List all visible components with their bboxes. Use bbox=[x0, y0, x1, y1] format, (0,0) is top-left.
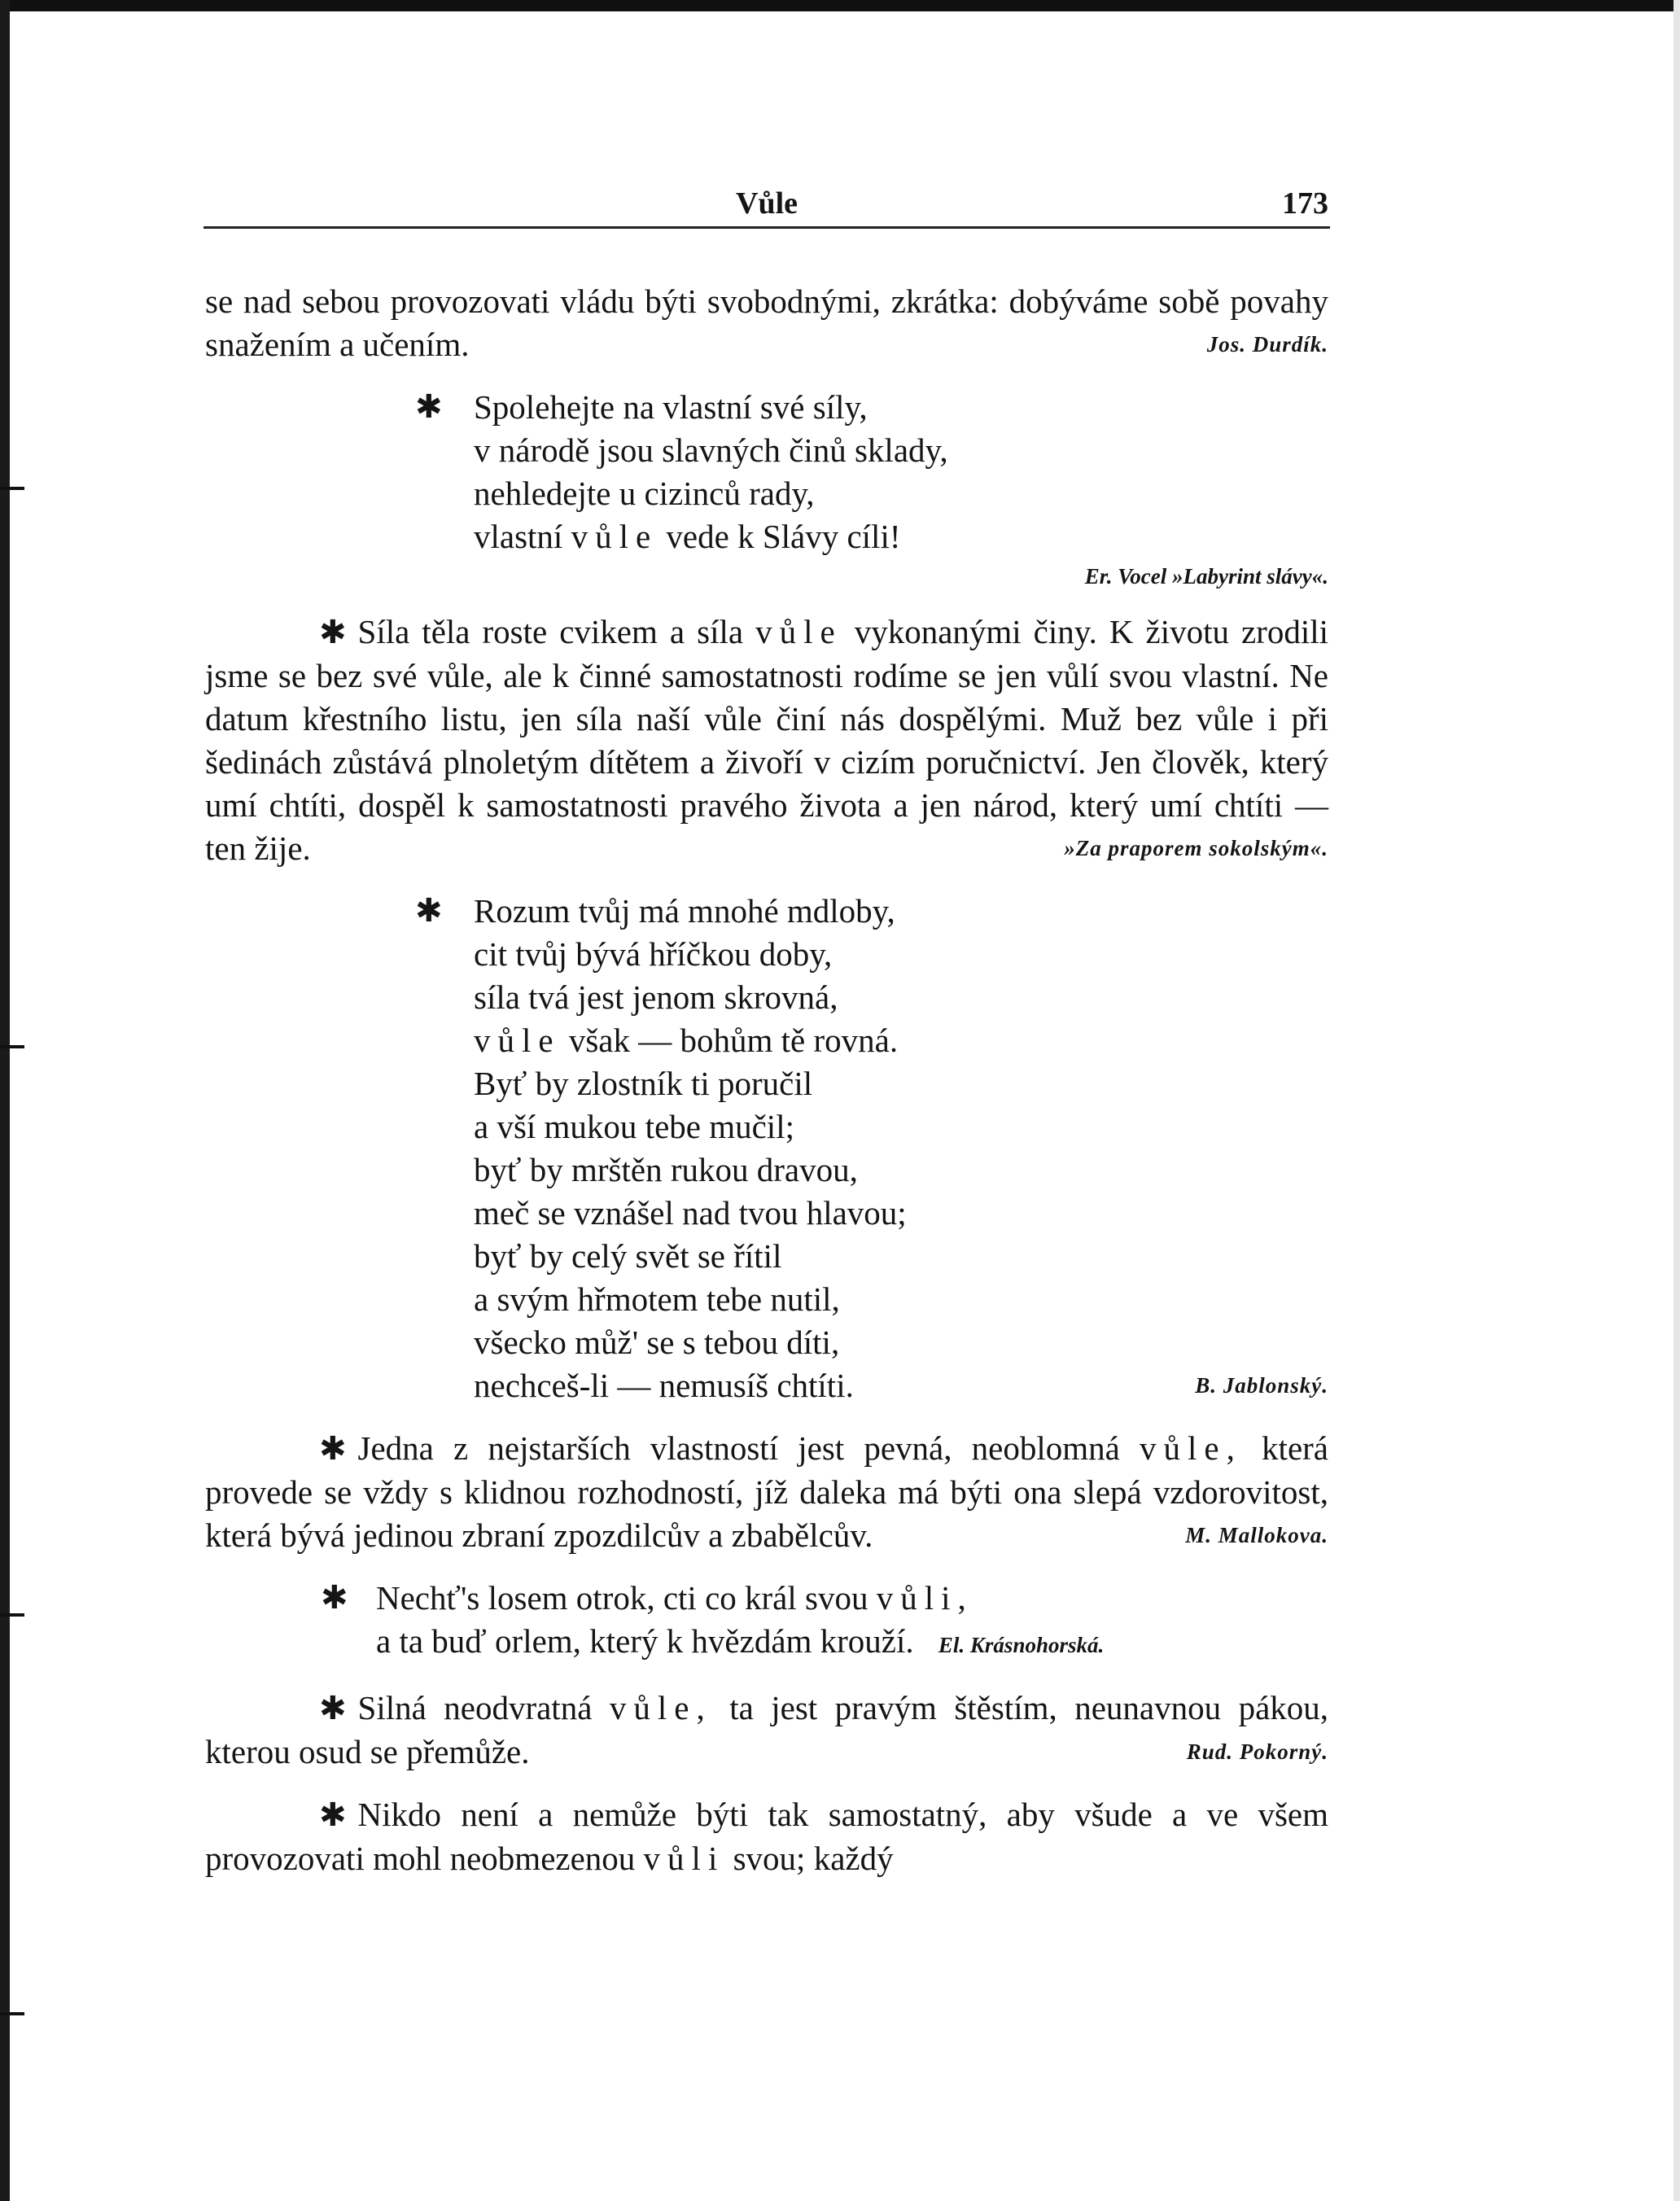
paragraph-text: ta jest pravým štěstím, neunavnou pákou, kterou osud se přemůže. bbox=[205, 1689, 1329, 1770]
emphasized-word: vůli, bbox=[876, 1579, 973, 1617]
verse-fragment: a ta buď orlem, který k hvězdám krouží. bbox=[376, 1622, 914, 1660]
paragraph bbox=[205, 280, 1328, 366]
paragraph-text: vykonanými činy. K životu zrodili jsme se bez své vůle, ale k činné samostatnosti rodíme se jen vůlí svou vlastní. Ne datum křestního listu, jen síla naší vůle činí nás dospělými. Muž bez vůle i při šedinách zůstává plnoletým dítětem a živoří v cizím poručnictví. Jen člověk, který umí chtíti, dospěl k samostatnosti pravého života a jen národ, který umí chtíti — ten žije. bbox=[205, 613, 1329, 867]
verse-line: meč se vznášel nad tvou hlavou; bbox=[474, 1194, 907, 1232]
paragraph-text: která provede se vždy s klidnou rozhodností, jíž daleka má býti ona slepá vzdorovitost, která bývá jedinou zbraní zpozdilcův a zbabělcův. bbox=[205, 1429, 1328, 1554]
verse-line bbox=[474, 1364, 1328, 1407]
verse-line: Spolehejte na vlastní své síly, bbox=[474, 388, 868, 426]
asterisk-icon: ✱ bbox=[415, 892, 443, 930]
author-attribution: »Za praporem sokolským«. bbox=[1064, 836, 1328, 860]
paragraph-text: Nikdo není a nemůže býti tak samostatný, aby všude a ve všem provozovati mohl neobmezenou bbox=[205, 1796, 1328, 1877]
verse-line: Rozum tvůj má mnohé mdloby, bbox=[474, 892, 895, 930]
asterisk-icon: ✱ bbox=[319, 1796, 347, 1834]
verse-fragment: Nechť's losem otrok, cti co král svou bbox=[376, 1579, 868, 1617]
verse-block bbox=[205, 1577, 1328, 1667]
asterisk-icon: ✱ bbox=[415, 388, 443, 426]
asterisk-icon: ✱ bbox=[321, 1579, 348, 1617]
paragraph-text: Jedna z nejstarších vlastností jest pevná, neoblomná bbox=[357, 1429, 1120, 1467]
emphasized-word: vůli bbox=[643, 1840, 725, 1877]
page-number: 173 bbox=[1282, 186, 1328, 221]
verse-block bbox=[205, 890, 1328, 1407]
asterisk-icon: ✱ bbox=[319, 1690, 347, 1727]
verse-fragment: však — bohům tě rovná. bbox=[568, 1022, 899, 1059]
verse-line: a svým hřmotem tebe nutil, bbox=[474, 1280, 840, 1318]
author-attribution: Rud. Pokorný. bbox=[1186, 1739, 1328, 1764]
binding-mark bbox=[0, 2012, 24, 2015]
verse-line: Byť by zlostník ti poručil bbox=[474, 1065, 813, 1102]
verse-line: cit tvůj bývá hříčkou doby, bbox=[474, 935, 833, 973]
body-text bbox=[205, 280, 1328, 1880]
verse-block bbox=[205, 386, 1328, 558]
binding-mark bbox=[0, 487, 24, 490]
author-attribution: Jos. Durdík. bbox=[1206, 332, 1328, 357]
verse-line: a vší mukou tebe mučil; bbox=[474, 1108, 794, 1145]
verse-line: byť by mrštěn rukou dravou, bbox=[474, 1151, 858, 1188]
paragraph bbox=[205, 1793, 1328, 1880]
paragraph-text: se nad sebou provozovati vládu býti svobodnými, zkrátka: dobýváme sobě povahy snažením a učením. bbox=[205, 282, 1328, 363]
verse-line: byť by celý svět se řítil bbox=[474, 1237, 782, 1275]
emphasized-word: vůle, bbox=[609, 1689, 712, 1726]
emphasized-word: vůle bbox=[755, 613, 842, 650]
verse-line bbox=[474, 515, 1328, 558]
paragraph bbox=[205, 1427, 1328, 1557]
author-attribution: El. Krásnohorská. bbox=[938, 1633, 1105, 1657]
asterisk-icon: ✱ bbox=[319, 614, 347, 651]
paragraph bbox=[205, 610, 1328, 870]
paragraph-text: svou; každý bbox=[733, 1840, 894, 1877]
paragraph-text: Silná neodvratná bbox=[357, 1689, 593, 1726]
author-attribution: M. Mallokova. bbox=[1185, 1523, 1328, 1547]
paragraph bbox=[205, 1687, 1328, 1774]
emphasized-word: vůle, bbox=[1140, 1429, 1242, 1467]
emphasized-word: vůle bbox=[474, 1022, 561, 1059]
verse-fragment: vlastní bbox=[474, 518, 563, 555]
page-title: Vůle bbox=[736, 186, 798, 221]
verse-line bbox=[376, 1620, 1328, 1667]
scan-edge-left bbox=[0, 0, 10, 2201]
verse-fragment: nechceš-li — nemusíš chtíti. bbox=[474, 1367, 854, 1404]
scan-edge-top bbox=[0, 0, 1680, 11]
verse-line: nehledejte u cizinců rady, bbox=[474, 475, 815, 512]
paragraph-text: Síla těla roste cvikem a síla bbox=[357, 613, 744, 650]
running-head bbox=[205, 186, 1328, 226]
header-rule bbox=[203, 226, 1330, 229]
verse-line bbox=[474, 1019, 1328, 1062]
scan-edge-right bbox=[1673, 0, 1680, 2201]
verse-line bbox=[376, 1577, 1328, 1620]
emphasized-word: vůle bbox=[571, 518, 658, 555]
verse-line: v národě jsou slavných činů sklady, bbox=[474, 431, 948, 469]
verse-fragment: vede k Slávy cíli! bbox=[666, 518, 901, 555]
author-attribution: B. Jablonský. bbox=[1195, 1373, 1328, 1398]
binding-mark bbox=[0, 1613, 24, 1617]
verse-line: všecko můž' se s tebou díti, bbox=[474, 1324, 840, 1361]
asterisk-icon: ✱ bbox=[319, 1430, 347, 1468]
verse-line: síla tvá jest jenom skrovná, bbox=[474, 978, 838, 1016]
binding-mark bbox=[0, 1045, 24, 1048]
author-attribution: Er. Vocel »Labyrint slávy«. bbox=[1084, 564, 1328, 589]
